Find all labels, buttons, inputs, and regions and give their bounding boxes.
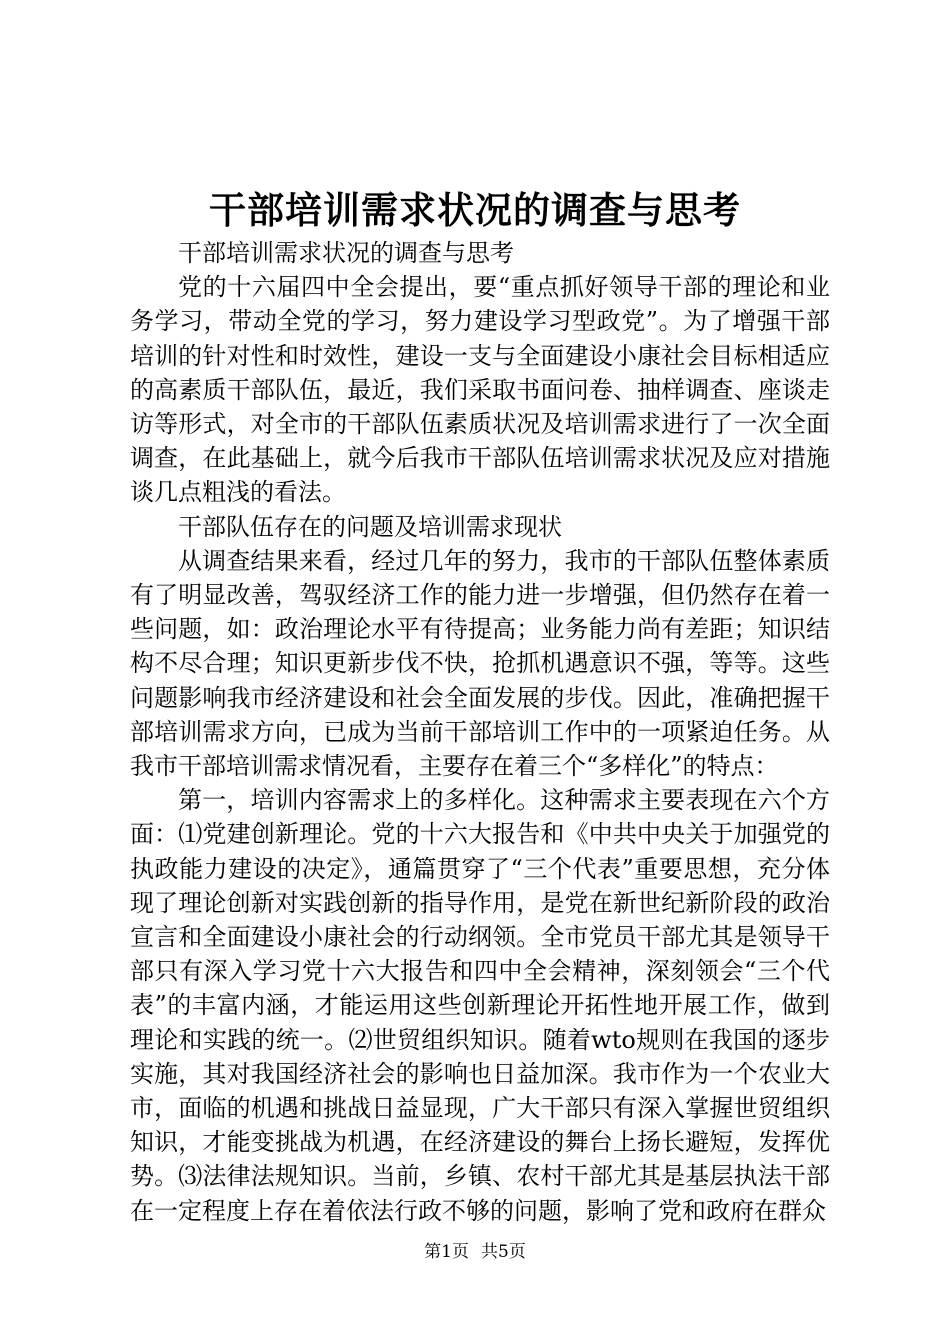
document-body xyxy=(130,236,830,1228)
paragraph-first-point: 第一，培训内容需求上的多样化。这种需求主要表现在六个方面：⑴党建创新理论。党的十六大报告和《中共中央关于加强党的执政能力建设的决定》，通篇贯穿了“三个代表”重要思想，充分体现了理论创新对实践创新的指导作用，是党在新世纪新阶段的政治宣言和全面建设小康社会的行动纲领。全市党员干部尤其是领导干部只有深入学习党十六大报告和四中全会精神，深刻领会“三个代表”的丰富内涵，才能运用这些创新理论开拓性地开展工作，做到理论和实践的统一。⑵世贸组织知识。随着wto规则在我国的逐步实施，其对我国经济社会的影响也日益加深。我市作为一个农业大市，面临的机遇和挑战日益显现，广大干部只有深入掌握世贸组织知识，才能变挑战为机遇，在经济建设的舞台上扬长避短，发挥优势。⑶法律法规知识。当前，乡镇、农村干部尤其是基层执法干部在一定程度上存在着依法行政不够的问题，影响了党和政府在群众 xyxy=(130,786,830,1225)
document-title: 干部培训需求状况的调查与思考 xyxy=(209,188,741,232)
paragraph-subtitle: 干部培训需求状况的调查与思考 xyxy=(178,239,514,267)
page-footer xyxy=(0,1240,950,1264)
paragraph-survey-results: 从调查结果来看，经过几年的努力，我市的干部队伍整体素质有了明显改善，驾驭经济工作的能力进一步增强，但仍然存在着一些问题，如：政治理论水平有待提高；业务能力尚有差距；知识结构不尽合理；知识更新步伐不快，抢抓机遇意识不强，等等。这些问题影响我市经济建设和社会全面发展的步伐。因此，准确把握干部培训需求方向，已成为当前干部培训工作中的一项紧迫任务。从我市干部培训需求情况看，主要存在着三个“多样化”的特点： xyxy=(130,546,830,781)
paragraph-intro: 党的十六届四中全会提出，要“重点抓好领导干部的理论和业务学习，带动全党的学习，努力建设学习型政党”。为了增强干部培训的针对性和时效性，建设一支与全面建设小康社会目标相适应的高素质干部队伍，最近，我们采取书面问卷、抽样调查、座谈走访等形式，对全市的干部队伍素质状况及培训需求进行了一次全面调查，在此基础上，就今后我市干部队伍培训需求状况及应对措施谈几点粗浅的看法。 xyxy=(130,273,830,507)
page-number-current: 第1页 xyxy=(424,1242,469,1262)
paragraph-section-heading: 干部队伍存在的问题及培训需求现状 xyxy=(178,512,562,541)
page-number-total: 共5页 xyxy=(481,1242,526,1262)
